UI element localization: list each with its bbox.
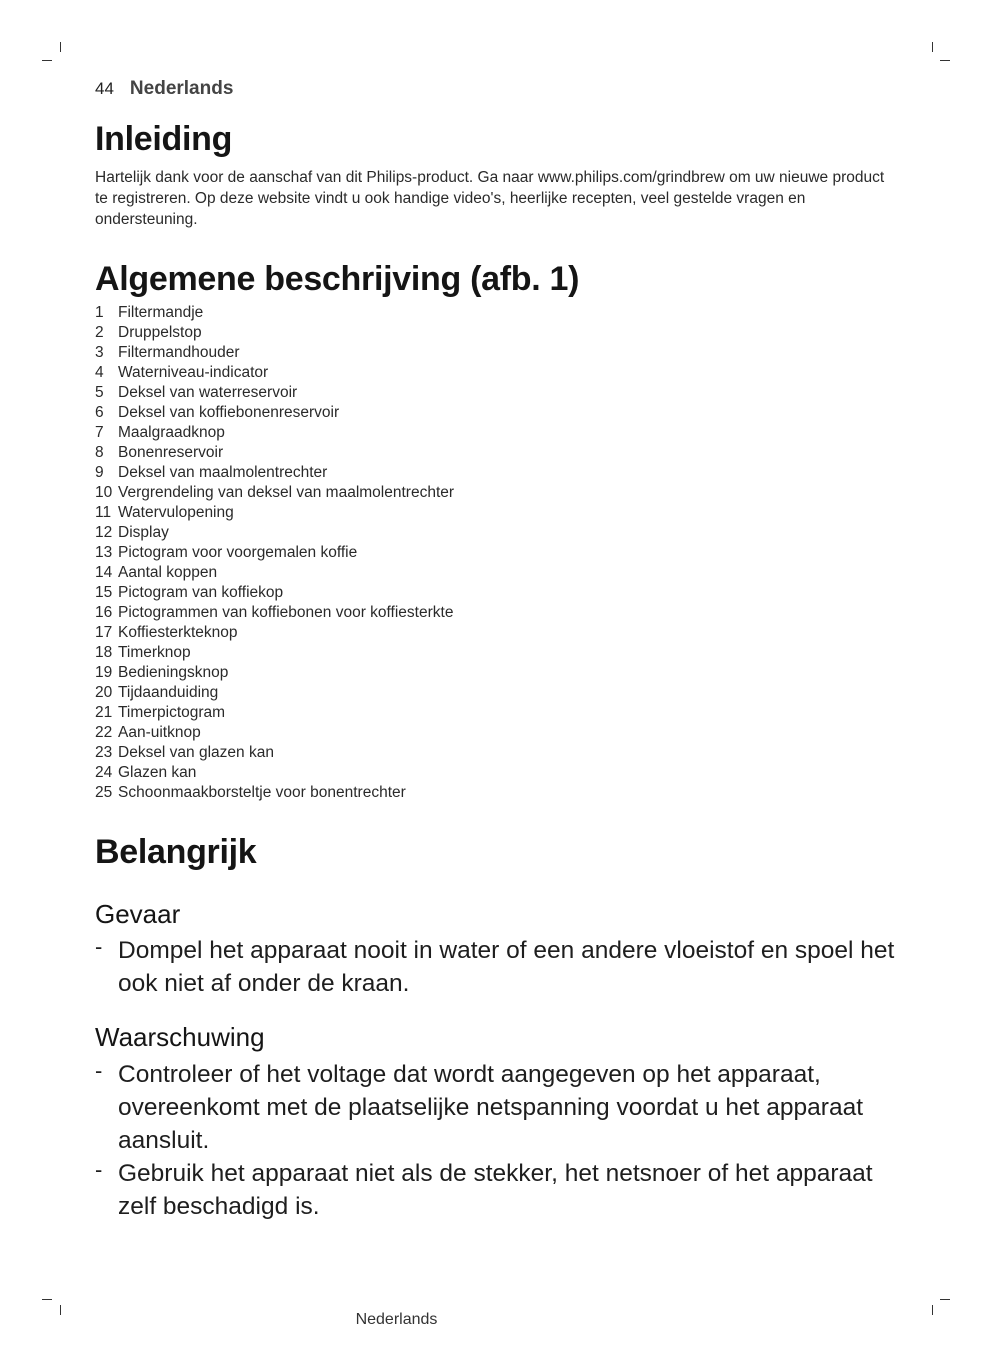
item-number: 1: [95, 304, 104, 321]
list-item: [95, 363, 454, 383]
list-item: [95, 783, 454, 803]
intro-title: Inleiding: [95, 120, 233, 158]
parts-list: [95, 303, 454, 803]
item-number: 7: [95, 424, 104, 441]
list-item: [95, 703, 454, 723]
item-label: Display: [118, 524, 169, 541]
bullet-item: [95, 1058, 905, 1157]
item-number: 24: [95, 764, 113, 781]
bullet-text: Gebruik het apparaat niet als de stekker, het netsnoer of het apparaat zelf beschadigd is.: [118, 1160, 873, 1220]
danger-list: [95, 934, 905, 1000]
item-label: Pictogrammen van koffiebonen voor koffiesterkte: [118, 604, 454, 621]
list-item: [95, 623, 454, 643]
important-title: Belangrijk: [95, 833, 257, 871]
bullet-item: [95, 1157, 905, 1223]
bullet-dash: -: [95, 1157, 103, 1182]
list-item: [95, 503, 454, 523]
item-label: Bonenreservoir: [118, 444, 224, 461]
item-number: 16: [95, 604, 113, 621]
list-item: [95, 543, 454, 563]
item-label: Aantal koppen: [118, 564, 218, 581]
item-label: Timerpictogram: [118, 704, 226, 721]
warning-list: [95, 1058, 905, 1223]
crop-mark: [60, 42, 61, 52]
item-label: Filtermandje: [118, 304, 204, 321]
list-item: [95, 443, 454, 463]
crop-mark: [932, 1305, 933, 1315]
item-number: 2: [95, 324, 104, 341]
item-label: Vergrendeling van deksel van maalmolentrechter: [118, 484, 455, 501]
item-number: 14: [95, 564, 113, 581]
item-number: 11: [95, 504, 112, 521]
list-item: [95, 743, 454, 763]
list-item: [95, 663, 454, 683]
item-label: Deksel van waterreservoir: [118, 384, 298, 401]
item-label: Maalgraadknop: [118, 424, 225, 441]
item-number: 4: [95, 364, 104, 381]
page-header: [95, 78, 233, 100]
item-label: Glazen kan: [118, 764, 197, 781]
item-number: 18: [95, 644, 113, 661]
item-label: Schoonmaakborsteltje voor bonentrechter: [118, 784, 406, 801]
item-number: 3: [95, 344, 104, 361]
danger-title: Gevaar: [95, 899, 181, 929]
item-number: 25: [95, 784, 113, 801]
item-number: 9: [95, 464, 104, 481]
list-item: [95, 723, 454, 743]
item-label: Koffiesterkteknop: [118, 624, 238, 641]
item-label: Aan-uitknop: [118, 724, 201, 741]
item-label: Tijdaanduiding: [118, 684, 219, 701]
list-item: [95, 383, 454, 403]
list-item: [95, 763, 454, 783]
crop-mark: [42, 60, 52, 61]
list-item: [95, 683, 454, 703]
item-label: Bedieningsknop: [118, 664, 229, 681]
list-item: [95, 423, 454, 443]
list-item: [95, 303, 454, 323]
item-number: 12: [95, 524, 113, 541]
header-language: Nederlands: [129, 78, 234, 99]
bullet-dash: -: [95, 934, 103, 959]
item-number: 15: [95, 584, 113, 601]
item-number: 8: [95, 444, 104, 461]
item-number: 6: [95, 404, 104, 421]
list-item: [95, 563, 454, 583]
item-number: 19: [95, 664, 113, 681]
list-item: [95, 583, 454, 603]
item-label: Filtermandhouder: [118, 344, 240, 361]
page-number: 44: [95, 79, 114, 98]
item-label: Waterniveau-indicator: [118, 364, 269, 381]
item-number: 23: [95, 744, 113, 761]
intro-text: Hartelijk dank voor de aanschaf van dit Philips-product. Ga naar www.philips.com/grindbrew om uw nieuwe product te registreren. Op deze website vindt u ook handige video's, heerlijke recepten, veel gestelde vragen en ondersteuning.: [95, 169, 885, 228]
item-label: Deksel van glazen kan: [118, 744, 274, 761]
item-number: 10: [95, 484, 113, 501]
item-number: 20: [95, 684, 113, 701]
list-item: [95, 643, 454, 663]
item-label: Watervulopening: [118, 504, 234, 521]
item-label: Timerknop: [118, 644, 191, 661]
list-item: [95, 323, 454, 343]
crop-mark: [940, 60, 950, 61]
list-item: [95, 403, 454, 423]
footer-language: Nederlands: [355, 1311, 438, 1328]
item-label: Deksel van maalmolentrechter: [118, 464, 328, 481]
list-item: [95, 343, 454, 363]
bullet-item: [95, 934, 905, 1000]
list-item: [95, 523, 454, 543]
item-number: 5: [95, 384, 104, 401]
crop-mark: [940, 1299, 950, 1300]
item-number: 21: [95, 704, 113, 721]
bullet-dash: -: [95, 1058, 103, 1083]
item-label: Pictogram voor voorgemalen koffie: [118, 544, 358, 561]
crop-mark: [932, 42, 933, 52]
bullet-text: Dompel het apparaat nooit in water of een andere vloeistof en spoel het ook niet af onder de kraan.: [118, 937, 895, 997]
item-number: 17: [95, 624, 113, 641]
warning-title: Waarschuwing: [95, 1022, 265, 1052]
bullet-text: Controleer of het voltage dat wordt aangegeven op het apparaat, overeenkomt met de plaatselijke netspanning voordat u het apparaat aansluit.: [118, 1061, 864, 1154]
item-number: 22: [95, 724, 113, 741]
item-number: 13: [95, 544, 113, 561]
list-item: [95, 603, 454, 623]
list-item: [95, 483, 454, 503]
crop-mark: [42, 1299, 52, 1300]
item-label: Druppelstop: [118, 324, 202, 341]
item-label: Deksel van koffiebonenreservoir: [118, 404, 340, 421]
item-label: Pictogram van koffiekop: [118, 584, 284, 601]
list-item: [95, 463, 454, 483]
description-title: Algemene beschrijving (afb. 1): [95, 260, 580, 298]
